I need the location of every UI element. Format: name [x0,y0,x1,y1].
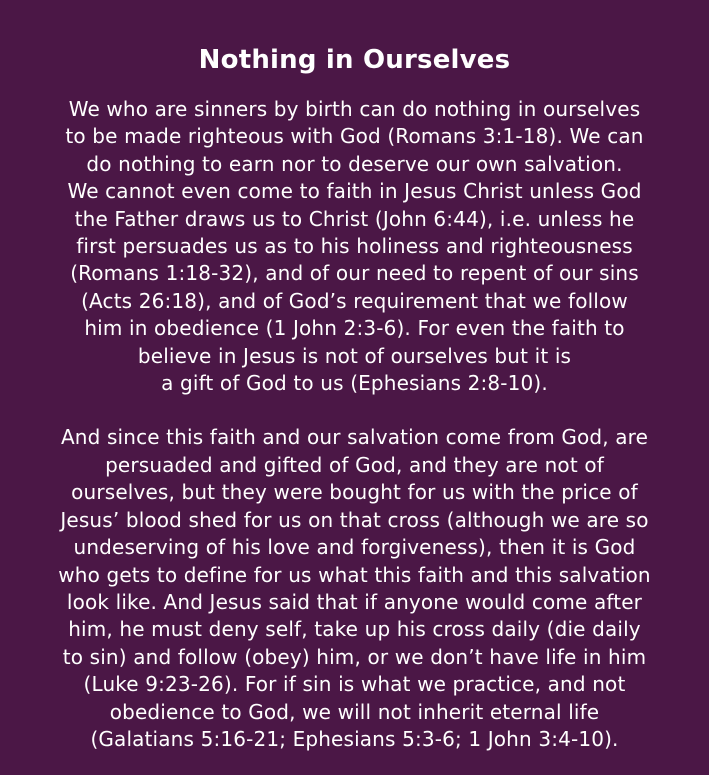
paragraph-line: the Father draws us to Christ (John 6:44), i.e. unless he [74,206,635,231]
paragraph-line: (Romans 1:18-32), and of our need to repent of our sins [70,261,639,286]
paragraph-line: undeserving of his love and forgiveness), then it is God [73,535,636,560]
paragraph-2 [0,424,709,753]
paragraph-line: believe in Jesus is not of ourselves but it is [137,343,572,368]
paragraph-line: him in obedience (1 John 2:3-6). For even the faith to [84,316,625,341]
paragraph-line: (Luke 9:23-26). For if sin is what we practice, and not [83,672,626,697]
paragraph-line: who gets to define for us what this faith and this salvation [58,562,651,587]
paragraph-line: him, he must deny self, take up his cross daily (die daily [68,617,641,642]
paragraph-line: We who are sinners by birth can do nothing in ourselves [68,97,641,121]
paragraph-line: Jesus’ blood shed for us on that cross (although we are so [60,507,649,532]
paragraph-line: to sin) and follow (obey) him, or we don’t have life in him [62,644,647,669]
paragraph-line: (Galatians 5:16-21; Ephesians 5:3-6; 1 John 3:4-10). [90,726,619,751]
paragraph-line: persuaded and gifted of God, and they are not of [105,452,604,477]
paragraph-line: And since this faith and our salvation come from God, are [60,425,649,450]
paragraph-line: do nothing to earn nor to deserve our own salvation. [86,151,623,176]
paragraph-line: to be made righteous with God (Romans 3:1-18). We can [65,124,644,149]
paragraph-line: We cannot even come to faith in Jesus Christ unless God [67,179,642,204]
paragraph-line: a gift of God to us (Ephesians 2:8-10). [161,371,548,396]
page-title: Nothing in Ourselves [198,45,511,75]
paragraph-line: (Acts 26:18), and of God’s requirement that we follow [81,288,628,313]
paragraph-1 [0,96,709,397]
paragraph-line: first persuades us as to his holiness and righteousness [76,234,633,259]
paragraph-line: ourselves, but they were bought for us with the price of [71,480,638,505]
paragraph-line: obedience to God, we will not inherit eternal life [109,699,600,724]
paragraph-line: look like. And Jesus said that if anyone would come after [66,589,643,614]
